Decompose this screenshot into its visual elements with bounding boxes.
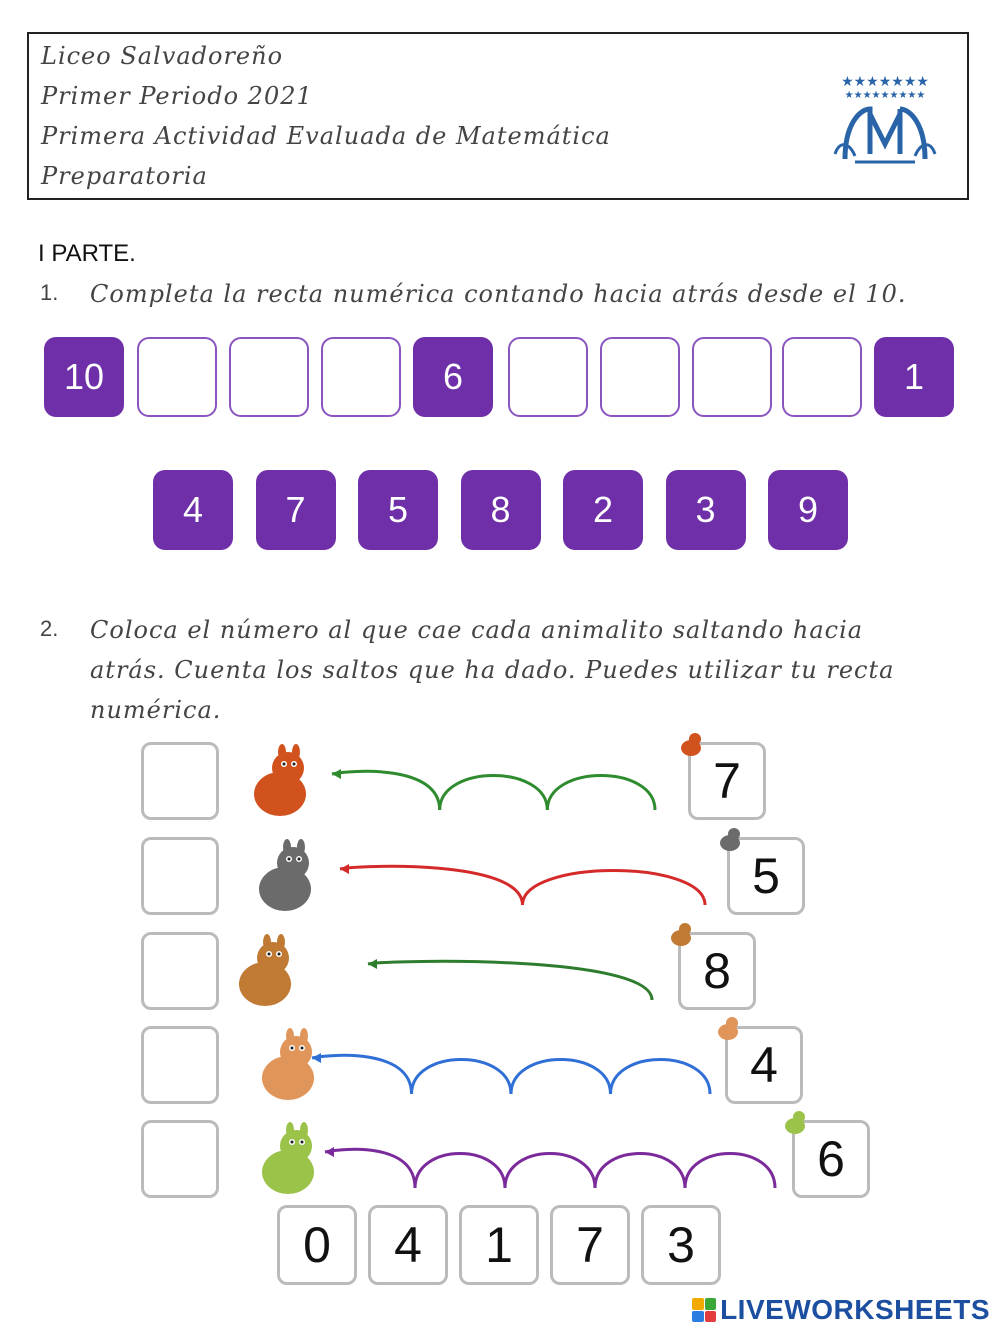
number-option-tile[interactable]: 9 [768,470,848,550]
jump-option-card[interactable]: 1 [459,1205,539,1285]
number-line-tile: 6 [413,337,493,417]
school-name: Liceo Salvadoreño [41,42,284,70]
jump-arc [595,1154,685,1189]
jump-option-card[interactable]: 3 [641,1205,721,1285]
number-option-tile[interactable]: 8 [461,470,541,550]
number-option-tile[interactable]: 3 [666,470,746,550]
jump-arc [412,1060,512,1095]
jump-arc [547,776,655,811]
question-2-line-3: numérica. [90,696,222,724]
number-option-tile[interactable]: 7 [256,470,336,550]
jump-arc [325,1149,415,1188]
number-option-tile[interactable]: 4 [153,470,233,550]
jump-arc [685,1154,775,1189]
jump-arc [440,776,548,811]
start-number-card: 8 [678,932,756,1010]
jump-arc [523,871,706,906]
question-2-number: 2. [40,616,59,641]
number-line-tile: 10 [44,337,124,417]
jump-option-card[interactable]: 0 [277,1205,357,1285]
activity-title: Primera Actividad Evaluada de Matemática [41,122,611,150]
liveworksheets-icon [692,1298,716,1322]
arrow-head [340,864,349,874]
period: Primer Periodo 2021 [41,82,313,110]
liveworksheets-logo [692,1294,990,1326]
jump-arc [312,1055,412,1094]
question-2-line-1: Coloca el número al que cae cada animalito saltando hacia [90,616,864,644]
jump-arc [611,1060,711,1095]
svg-text:★★★★★★★★★: ★★★★★★★★★ [844,90,926,101]
number-option-tile[interactable]: 2 [563,470,643,550]
jump-arc [332,771,440,810]
arrow-head [312,1053,321,1063]
jump-option-card[interactable]: 7 [550,1205,630,1285]
arrow-head [368,959,377,969]
number-option-tile[interactable]: 5 [358,470,438,550]
brand-text: LIVEWORKSHEETS [720,1294,990,1325]
jump-arc [511,1060,611,1095]
jump-arc [505,1154,595,1189]
grade: Preparatoria [41,162,208,190]
svg-text:★★★★★★★: ★★★★★★★ [841,74,929,90]
part-title: I PARTE. [38,240,136,267]
question-1-text: Completa la recta numérica contando hacia atrás desde el 10. [90,280,907,308]
jump-arc [368,961,652,1000]
number-line-tile: 1 [874,337,954,417]
arrow-head [325,1147,334,1157]
question-1-number: 1. [40,280,59,305]
jump-arc [415,1154,505,1189]
start-number-card: 4 [725,1026,803,1104]
start-number-card: 5 [727,837,805,915]
question-2-line-2: atrás. Cuenta los saltos que ha dado. Puedes utilizar tu recta [90,656,895,684]
jump-arc [340,866,523,905]
jump-option-card[interactable]: 4 [368,1205,448,1285]
start-number-card: 7 [688,742,766,820]
arrow-head [332,769,341,779]
start-number-card: 6 [792,1120,870,1198]
